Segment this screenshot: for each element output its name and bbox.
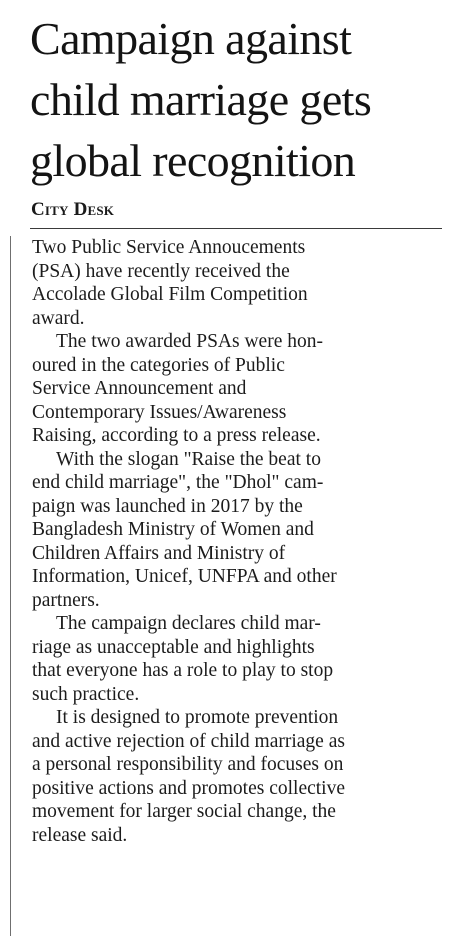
- text-line: movement for larger social change, the: [32, 801, 336, 822]
- text-line: With the slogan "Raise the beat to: [56, 448, 321, 470]
- text-line: paign was launched in 2017 by the: [32, 495, 303, 517]
- text-line: partners.: [32, 589, 100, 611]
- text-line: (PSA) have recently received the: [32, 260, 290, 282]
- article-paragraph: [32, 448, 450, 613]
- headline: [30, 8, 452, 191]
- text-line: a personal responsibility and focuses on: [32, 754, 344, 775]
- article-paragraph: [32, 330, 450, 448]
- text-line: Raising, according to a press release.: [32, 425, 321, 446]
- text-line: Accolade Global Film Competition: [32, 284, 308, 305]
- byline-divider: [30, 228, 442, 229]
- text-line: Bangladesh Ministry of Women and: [32, 519, 314, 540]
- article-body: [32, 236, 450, 847]
- article-paragraph: [32, 236, 450, 330]
- headline-line: global recognition: [30, 135, 356, 186]
- byline: City Desk: [31, 199, 115, 220]
- text-line: and active rejection of child marriage as: [32, 730, 345, 752]
- text-line: The two awarded PSAs were hon-: [56, 331, 323, 352]
- text-line: release said.: [32, 824, 128, 846]
- article-paragraph: [32, 706, 450, 847]
- text-line: Children Affairs and Ministry of: [32, 542, 286, 564]
- text-line: award.: [32, 307, 85, 329]
- headline-line: child marriage gets: [30, 74, 372, 125]
- text-line: Two Public Service Annoucements: [32, 237, 306, 258]
- text-line: positive actions and promotes collective: [32, 777, 345, 799]
- text-line: The campaign declares child mar-: [56, 613, 321, 634]
- text-line: riage as unacceptable and highlights: [32, 636, 315, 658]
- text-line: that everyone has a role to play to stop: [32, 660, 334, 681]
- article-paragraph: [32, 612, 450, 706]
- text-line: such practice.: [32, 683, 140, 705]
- text-line: oured in the categories of Public: [32, 354, 285, 376]
- text-line: end child marriage", the "Dhol" cam-: [32, 472, 324, 493]
- text-line: Information, Unicef, UNFPA and other: [32, 566, 337, 587]
- headline-line: Campaign against: [30, 13, 352, 64]
- text-line: Contemporary Issues/Awareness: [32, 401, 287, 423]
- text-line: It is designed to promote prevention: [56, 707, 339, 728]
- text-line: Service Announcement and: [32, 378, 247, 399]
- column-divider: [10, 236, 11, 936]
